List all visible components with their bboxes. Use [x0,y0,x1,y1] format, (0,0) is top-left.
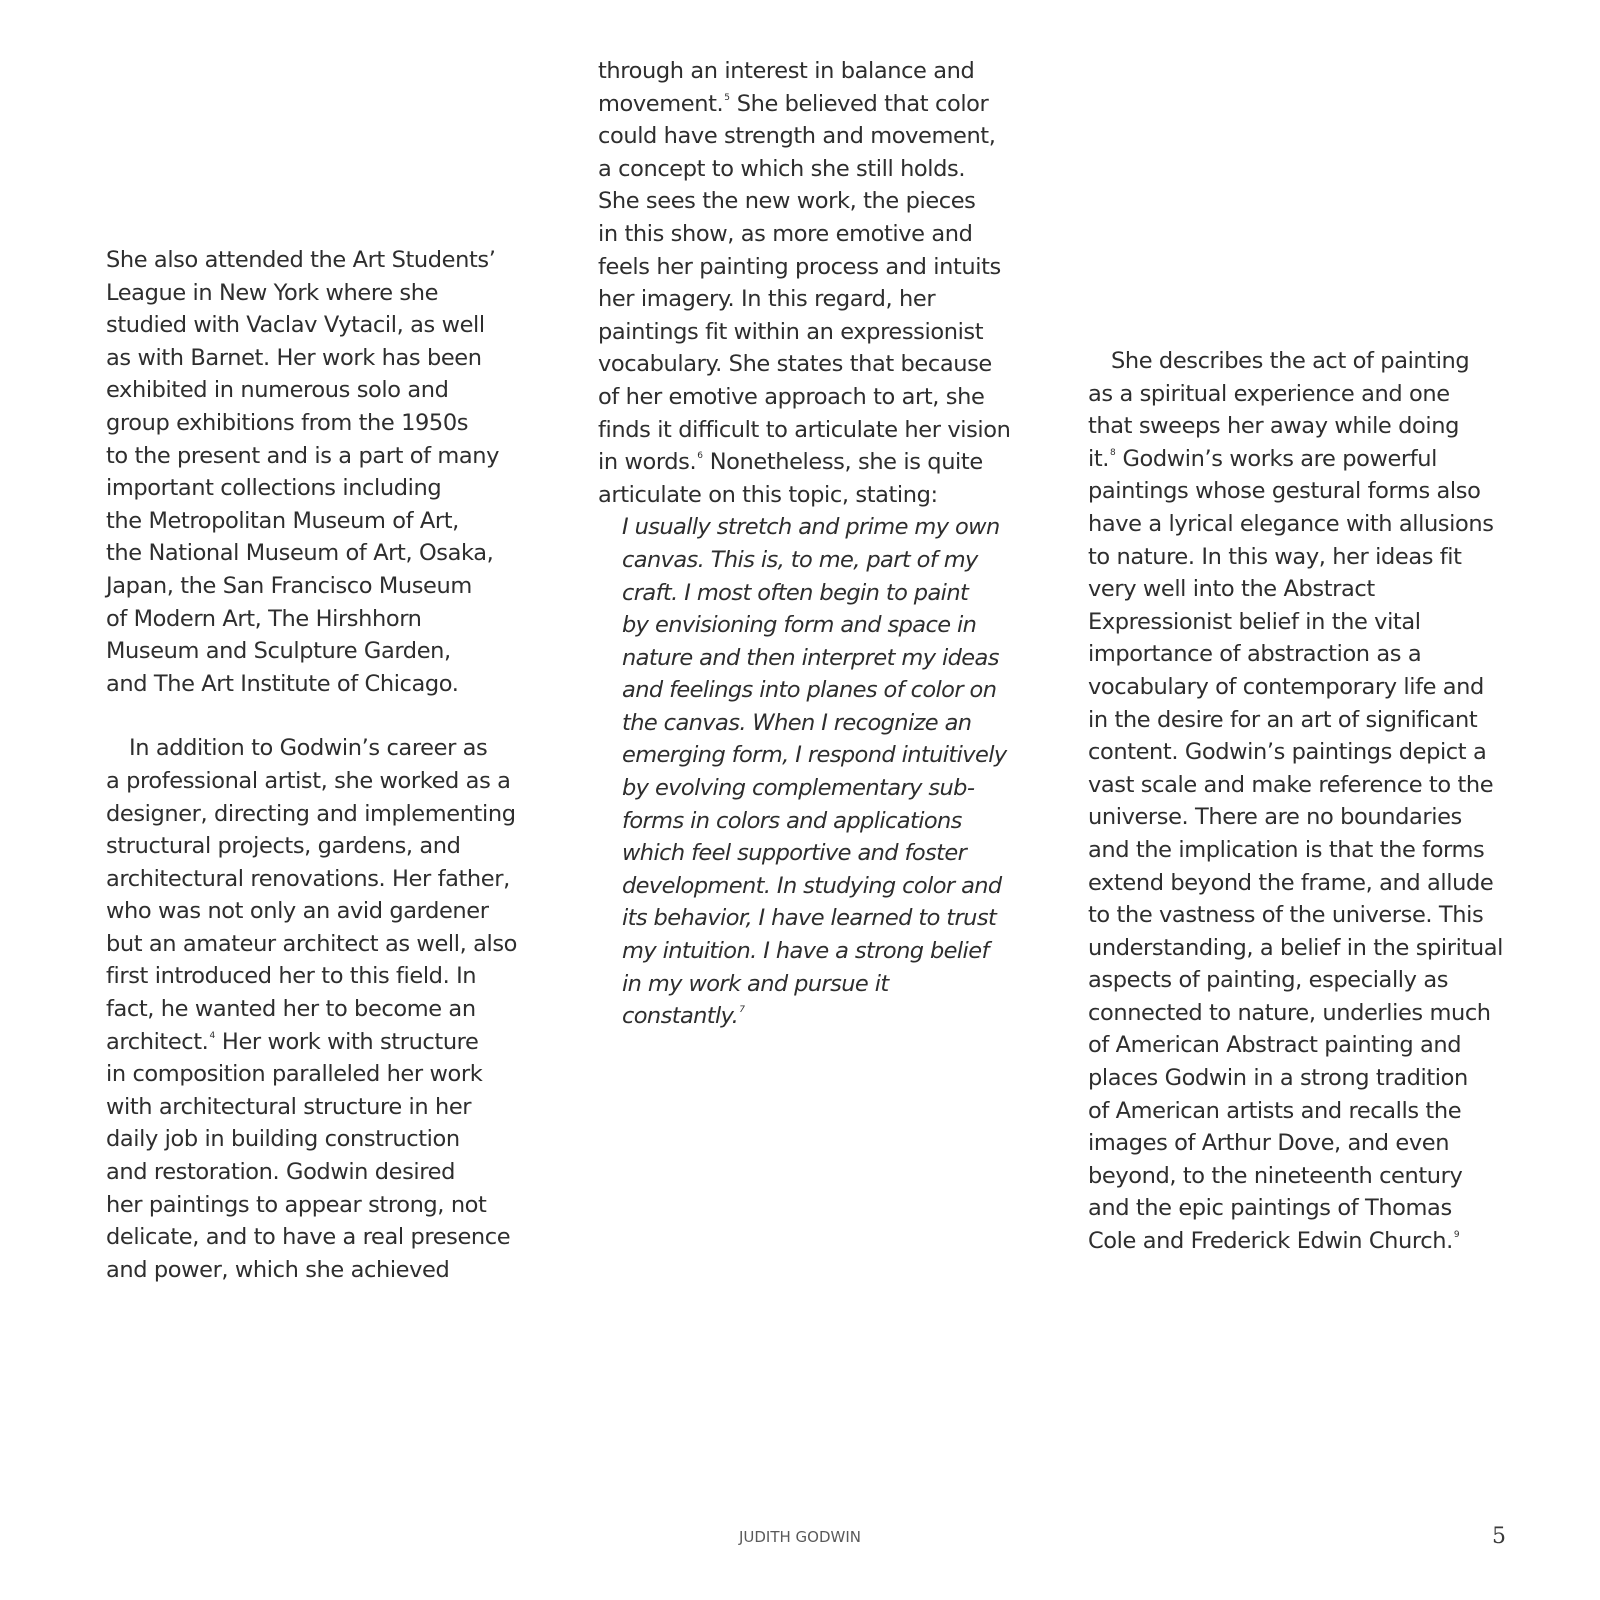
quote-line: craft. I most often begin to paint [622,579,969,606]
text-fragment: it. [1088,445,1110,472]
text-line: of her emotive approach to art, she [598,383,985,410]
text-line: to the vastness of the universe. This [1088,902,1484,929]
text-line: of American artists and recalls the [1088,1097,1462,1124]
text-line: designer, directing and implementing [106,800,516,827]
text-fragment: architect. [106,1028,209,1055]
quote-line: by envisioning form and space in [622,612,977,639]
right-text-column [1088,345,1528,1258]
text-line: and the epic paintings of Thomas [1088,1195,1452,1222]
text-line: important collections including [106,475,442,502]
footnote-marker: 6 [697,451,703,462]
text-line: in this show, as more emotive and [598,220,973,247]
text-line: to the present and is a part of many [106,442,500,469]
text-line: content. Godwin’s paintings depict a [1088,739,1487,766]
text-fragment: movement. [598,90,724,117]
text-fragment: Godwin’s works are powerful [1115,445,1437,472]
running-footer-title: JUDITH GODWIN [738,1528,862,1546]
text-line: vocabulary of contemporary life and [1088,673,1484,700]
text-line: a professional artist, she worked as a [106,767,511,794]
text-line: the National Museum of Art, Osaka, [106,540,494,567]
text-fragment: She believed that color [729,90,989,117]
quote-line: its behavior, I have learned to trust [622,905,997,932]
text-fragment: in words. [598,449,697,476]
text-line: She sees the new work, the pieces [598,188,976,215]
text-line: extend beyond the frame, and allude [1088,869,1494,896]
text-line: but an amateur architect as well, also [106,930,518,957]
footnote-marker: 9 [1453,1230,1460,1241]
text-line: She also attended the Art Students’ [106,247,496,273]
text-line: vast scale and make reference to the [1088,771,1494,798]
text-line: group exhibitions from the 1950s [106,409,469,436]
left-text-column [106,244,526,1286]
text-line: with architectural structure in her [106,1093,472,1120]
text-line: understanding, a belief in the spiritual [1088,934,1503,961]
text-line: places Godwin in a strong tradition [1088,1065,1468,1092]
text-line: of American Abstract painting and [1088,1032,1462,1059]
text-line: paintings whose gestural forms also [1088,478,1481,505]
quote-line: by evolving complementary sub- [622,775,975,802]
text-line: as a spiritual experience and one [1088,380,1450,407]
text-line: in composition paralleled her work [106,1061,483,1088]
text-line: and restoration. Godwin desired [106,1159,455,1186]
text-line: paintings fit within an expressionist [598,318,984,345]
text-fragment: Cole and Frederick Edwin Church. [1088,1228,1453,1255]
text-line: aspects of painting, especially as [1088,967,1449,994]
quote-line: I usually stretch and prime my own [622,514,1000,541]
text-line: her imagery. In this regard, her [598,286,936,313]
text-line: importance of abstraction as a [1088,641,1422,668]
text-line: that sweeps her away while doing [1088,413,1459,440]
text-line [106,1026,526,1059]
text-line: beyond, to the nineteenth century [1088,1162,1463,1189]
text-line: could have strength and movement, [598,123,996,150]
paragraph [598,55,1038,511]
text-line [598,446,1038,479]
text-line: and power, which she achieved [106,1256,450,1283]
quote-line: forms in colors and applications [622,807,962,834]
text-line: daily job in building construction [106,1126,460,1153]
block-quote [598,511,1038,1033]
footnote-marker: 5 [724,92,730,103]
text-line: images of Arthur Dove, and even [1088,1130,1450,1157]
text-line: the Metropolitan Museum of Art, [106,507,459,534]
text-line: In addition to Godwin’s career as [129,735,488,762]
text-line: feels her painting process and intuits [598,253,1001,280]
text-line: vocabulary. She states that because [598,351,992,378]
text-line: Museum and Sculpture Garden, [106,638,451,665]
text-line: to nature. In this way, her ideas fit [1088,543,1462,570]
text-line: and The Art Institute of Chicago. [106,670,459,697]
text-line: connected to nature, underlies much [1088,999,1491,1026]
text-fragment: Nonetheless, she is quite [702,449,983,476]
text-line: through an interest in balance and [598,58,975,84]
text-line: first introduced her to this field. In [106,963,477,990]
text-line: exhibited in numerous solo and [106,377,449,404]
text-line: League in New York where she [106,279,439,306]
text-line: of Modern Art, The Hirshhorn [106,605,422,632]
text-line: and the implication is that the forms [1088,836,1485,863]
text-line: studied with Vaclav Vytacil, as well [106,312,485,339]
text-line [598,88,1038,121]
text-line: delicate, and to have a real presence [106,1224,511,1251]
text-line: Expressionist belief in the vital [1088,608,1421,635]
quote-line: in my work and pursue it [622,970,889,997]
quote-line: the canvas. When I recognize an [622,709,972,736]
footnote-marker: 7 [739,1005,745,1016]
quote-line: canvas. This is, to me, part of my [622,546,978,573]
middle-text-column [598,55,1038,1033]
paragraph [106,244,526,700]
text-line [1088,1225,1528,1258]
footnote-marker: 4 [209,1030,216,1041]
text-line: have a lyrical elegance with allusions [1088,510,1494,537]
text-fragment: Her work with structure [215,1028,479,1055]
text-line: structural projects, gardens, and [106,833,461,860]
text-line: who was not only an avid gardener [106,898,489,925]
footnote-marker: 8 [1110,447,1116,458]
text-line: architectural renovations. Her father, [106,865,510,892]
text-line: universe. There are no boundaries [1088,804,1462,831]
page-number: 5 [1492,1524,1506,1549]
quote-line [622,1000,1038,1033]
quote-line: development. In studying color and [622,872,1002,899]
quote-line: which feel supportive and foster [622,840,967,867]
paragraph [106,732,526,1286]
text-line: in the desire for an art of significant [1088,706,1478,733]
text-line: as with Barnet. Her work has been [106,344,482,371]
quote-line: my intuition. I have a strong belief [622,938,989,965]
paragraph [1088,345,1528,1258]
text-line [1088,443,1528,476]
text-line: her paintings to appear strong, not [106,1191,487,1218]
text-line: finds it difficult to articulate her vision [598,416,1011,443]
text-line: fact, he wanted her to become an [106,996,476,1023]
text-line: articulate on this topic, stating: [598,481,938,508]
text-line: a concept to which she still holds. [598,155,966,182]
text-fragment: constantly. [622,1003,739,1030]
quote-line: emerging form, I respond intuitively [622,742,1007,769]
text-line: Japan, the San Francisco Museum [106,572,472,599]
text-line: very well into the Abstract [1088,576,1375,603]
quote-line: and feelings into planes of color on [622,677,997,704]
quote-line: nature and then interpret my ideas [622,644,999,671]
text-line: She describes the act of painting [1111,348,1470,374]
